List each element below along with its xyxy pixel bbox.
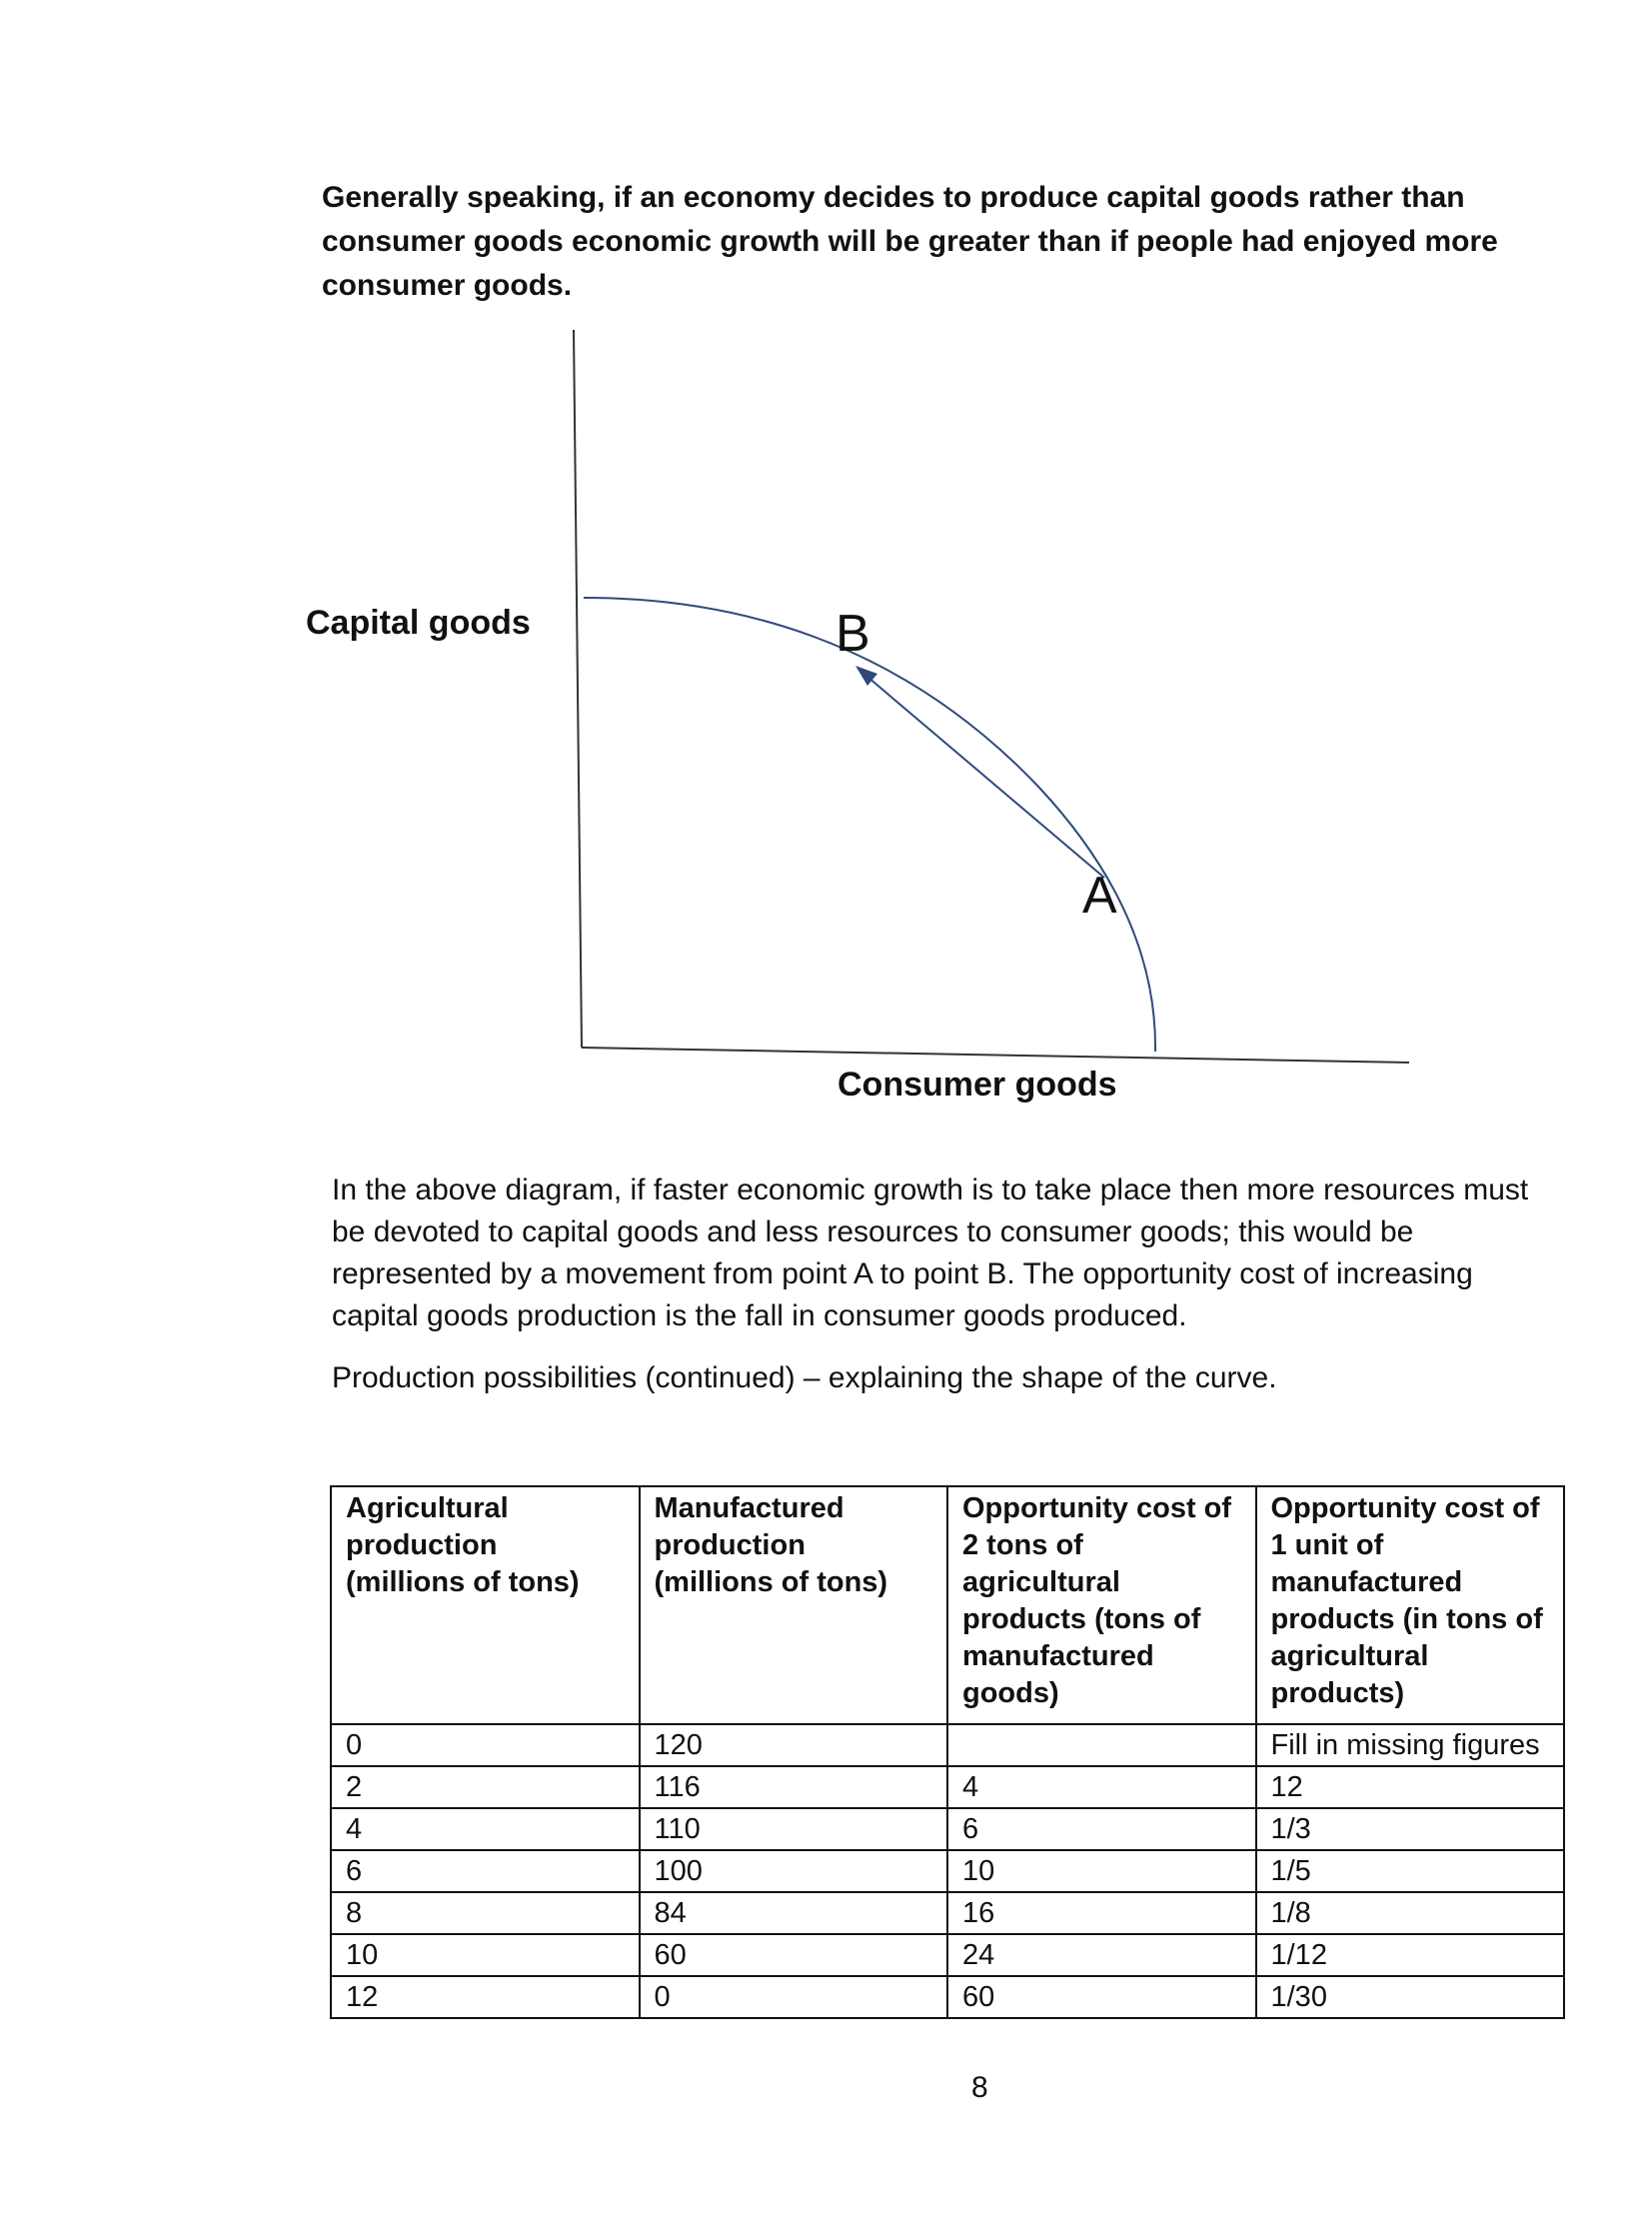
cell: 1/30: [1256, 1976, 1565, 2018]
intro-text: Generally speaking, if an economy decides to produce capital goods rather than consumer goods economic growth will be greater than if people had enjoyed more consumer goods.: [322, 181, 1498, 302]
cell: 1/5: [1256, 1850, 1565, 1892]
cell: 60: [947, 1976, 1256, 2018]
table-row: [331, 1934, 1564, 1976]
table-row: [331, 1892, 1564, 1934]
explanation-paragraph: In the above diagram, if faster economic growth is to take place then more resources must be devoted to capital goods and less resources to consumer goods; this would be represented by a movement from point A to point B. The opportunity cost of increasing capital goods production is the fall in consumer goods produced.: [332, 1173, 1529, 1332]
cell: 12: [1256, 1766, 1565, 1808]
cell: 120: [640, 1724, 948, 1766]
movement-arrow-line: [861, 672, 1104, 878]
ppf-curve: [584, 598, 1155, 1052]
cell: 0: [640, 1976, 948, 2018]
cell: [947, 1724, 1256, 1766]
cell: 4: [947, 1766, 1256, 1808]
x-axis: [582, 1048, 1409, 1063]
cell: 24: [947, 1934, 1256, 1976]
cell: 2: [331, 1766, 640, 1808]
cell: 84: [640, 1892, 948, 1934]
point-a-label: A: [1082, 867, 1117, 925]
table-row: [331, 1850, 1564, 1892]
cell: 116: [640, 1766, 948, 1808]
cell: 10: [331, 1934, 640, 1976]
table-header-row: [331, 1486, 1564, 1724]
cell: Fill in missing figures: [1256, 1724, 1565, 1766]
section-subtitle: Production possibilities (continued) – explaining the shape of the curve.: [332, 1361, 1277, 1394]
cell: 4: [331, 1808, 640, 1850]
x-axis-label: Consumer goods: [837, 1066, 1117, 1104]
cell: 1/3: [1256, 1808, 1565, 1850]
header-agricultural: Agricultural production (millions of tons): [331, 1486, 640, 1724]
page-number: 8: [971, 2071, 988, 2104]
header-opportunity-cost-agri: Opportunity cost of 2 tons of agricultural products (tons of manufactured goods): [947, 1486, 1256, 1724]
cell: 6: [947, 1808, 1256, 1850]
header-opportunity-cost-manu: Opportunity cost of 1 unit of manufactured products (in tons of agricultural products): [1256, 1486, 1565, 1724]
cell: 1/12: [1256, 1934, 1565, 1976]
cell: 60: [640, 1934, 948, 1976]
cell: 12: [331, 1976, 640, 2018]
cell: 110: [640, 1808, 948, 1850]
cell: 6: [331, 1850, 640, 1892]
point-b-label: B: [835, 605, 870, 663]
table-row: [331, 1808, 1564, 1850]
header-manufactured: Manufactured production (millions of tons): [640, 1486, 948, 1724]
production-table: [330, 1485, 1565, 2019]
table-row: [331, 1724, 1564, 1766]
cell: 100: [640, 1850, 948, 1892]
cell: 16: [947, 1892, 1256, 1934]
cell: 10: [947, 1850, 1256, 1892]
y-axis: [574, 330, 582, 1048]
cell: 8: [331, 1892, 640, 1934]
table-row: [331, 1976, 1564, 2018]
cell: 0: [331, 1724, 640, 1766]
table-row: [331, 1766, 1564, 1808]
cell: 1/8: [1256, 1892, 1565, 1934]
y-axis-label: Capital goods: [306, 604, 531, 642]
